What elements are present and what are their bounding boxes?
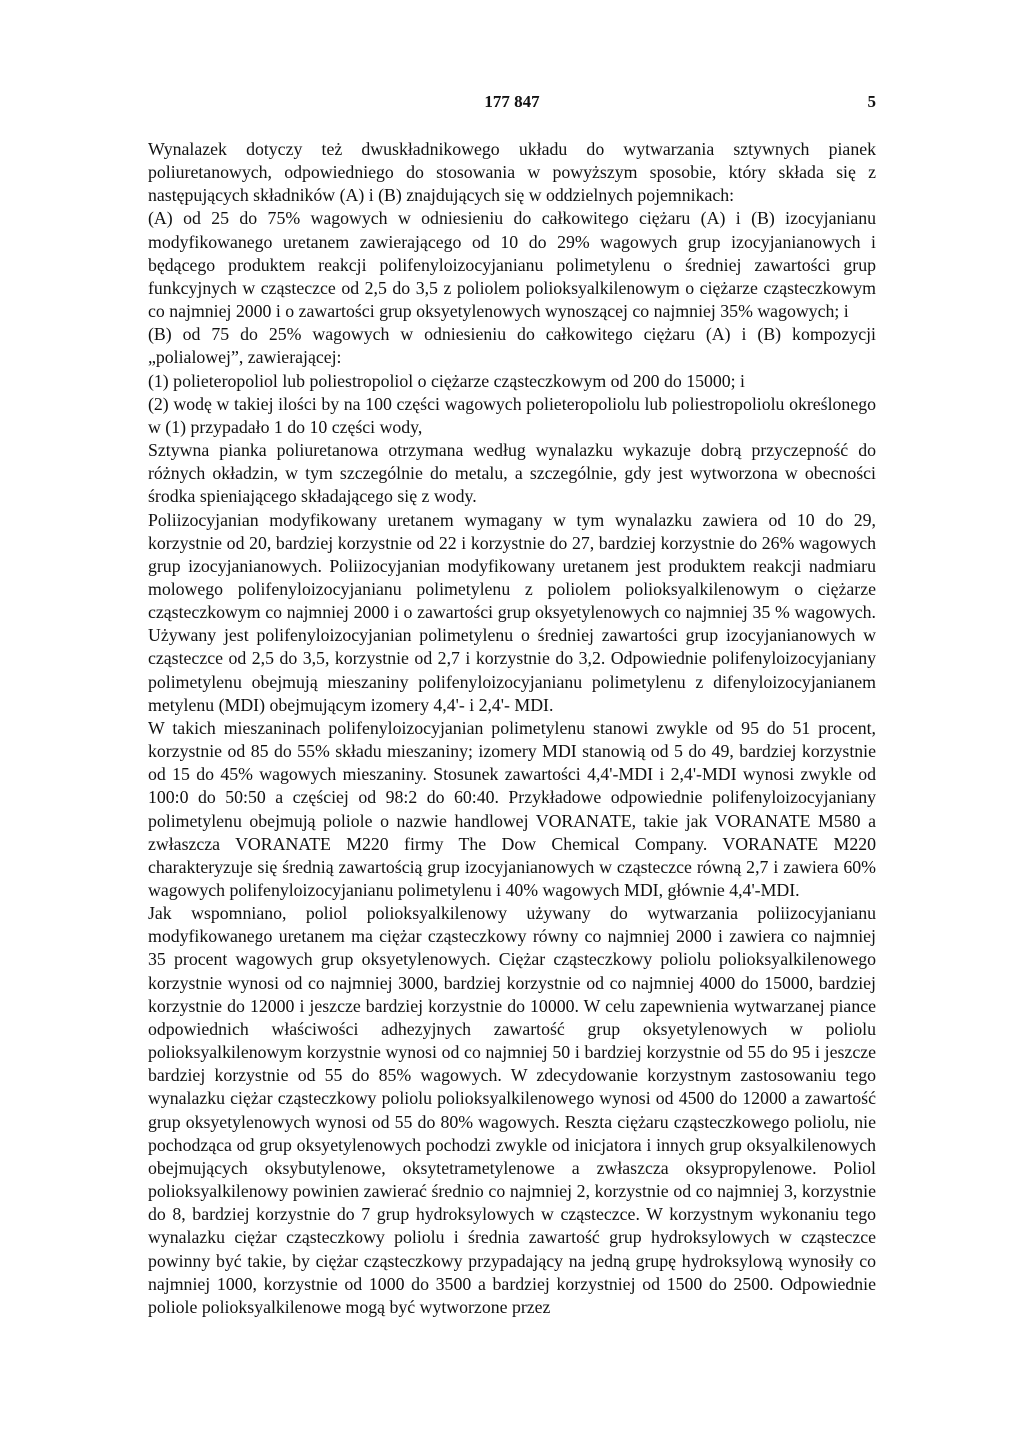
page-body [148,138,876,1319]
page-number: 5 [867,92,876,111]
paragraph-polyisocyanate: Poliizocyjanian modyfikowany uretanem wymagany w tym wynalazku zawiera od 10 do 29, korzystnie od 20, bardziej korzystnie od 22 i korzystnie do 27, bardziej korzystnie do 26% wagowych grup izocyjanianowych. Poliizocyjanian modyfikowany uretanem jest produktem reakcji nadmiaru molowego polifenyloizocyjanianu polimetylenu z poliolem polioksyalkilenowym o ciężarze cząsteczkowym co najmniej 2000 i o zawartości grup oksyetylenowych co najmniej 35 % wagowych. Używany jest polifenyloizocyjanian polimetylenu o średniej zawartości grup izocyjanianowych w cząsteczce od 2,5 do 3,5, korzystnie od 2,7 i korzystnie do 3,2. Odpowiednie polifenyloizocyjaniany polimetylenu obejmują mieszaniny polifenyloizocyjanianu polimetylenu z difenyloizocyjanianem metylenu (MDI) obejmującym izomery 4,4'- i 2,4'- MDI. [148,509,876,715]
document-number: 177 847 [484,92,540,111]
paragraph-item-2: (2) wodę w takiej ilości by na 100 części wagowych polieteropoliolu lub poliestropoliolu określonego w (1) przypadało 1 do 10 części wody, [148,393,876,437]
paragraph-component-b: (B) od 75 do 25% wagowych w odniesieniu do całkowitego ciężaru (A) i (B) kompozycji „polialowej”, zawierającej: [148,324,876,368]
paragraph-polyol: Jak wspomniano, poliol polioksyalkilenowy używany do wytwarzania poliizocyjanianu modyfikowanego uretanem ma ciężar cząsteczkowy równy co najmniej 2000 i zawiera co najmniej 35 procent wagowych grup oksyetylenowych. Ciężar cząsteczkowy poliolu polioksyalkilenowego korzystnie wynosi od co najmniej 3000, bardziej korzystnie od co najmniej 4000 do 15000, bardziej korzystnie do 12000 i jeszcze bardziej korzystnie do 10000. W celu zapewnienia wytwarzanej piance odpowiednich właściwości adhezyjnych zawartość grup oksyetylenowych w poliolu polioksyalkilenowym korzystnie wynosi od co najmniej 50 i bardziej korzystnie od 55 do 95 i jeszcze bardziej korzystnie od 55 do 85% wagowych. W zdecydowanie korzystnym zastosowaniu tego wynalazku ciężar cząsteczkowy poliolu polioksyalkilenowego wynosi od 4500 do 12000 a zawartość grup oksyetylenowych wynosi od 55 do 80% wagowych. Reszta ciężaru cząsteczkowego poliolu, nie pochodząca od grup oksyetylenowych pochodzi zwykle od inicjatora i innych grup oksyalkilenowych obejmujących oksybutylenowe, oksytetrametylenowe a zwłaszcza oksypropylenowe. Poliol polioksyalkilenowy powinien zawierać średnio co najmniej 2, korzystnie od co najmniej 3, korzystnie do 8, bardziej korzystnie do 7 grup hydroksylowych w cząsteczce. W korzystnym wykonaniu tego wynalazku ciężar cząsteczkowy poliolu i średnia zawartość grup hydroksylowych w cząsteczce powinny być takie, by ciężar cząsteczkowy przypadający na jedną grupę hydroksylową wynosiły co najmniej 1000, korzystnie od 1000 do 3500 a bardziej korzystniej od 1500 do 2500. Odpowiednie poliole polioksyalkilenowe mogą być wytworzone przez [148,903,876,1317]
paragraph-item-1: (1) polieteropoliol lub poliestropoliol o ciężarze cząsteczkowym od 200 do 15000; i [148,370,745,391]
page-header [148,92,876,114]
paragraph-intro: Wynalazek dotyczy też dwuskładnikowego układu do wytwarzania sztywnych pianek poliuretanowych, odpowiedniego do stosowania w powyższym sposobie, który składa się z następujących składników (A) i (B) znajdujących się w oddzielnych pojemnikach: [148,139,876,206]
paragraph-component-a: (A) od 25 do 75% wagowych w odniesieniu do całkowitego ciężaru (A) i (B) izocyjanianu modyfikowanego uretanem zawierającego od 10 do 29% wagowych grup izocyjanianowych i będącego produktem reakcji polifenyloizocyjanianu polimetylenu o średniej zawartości grup funkcyjnych w cząsteczce od 2,5 do 3,5 z poliolem polioksyalkilenowym o ciężarze cząsteczkowym co najmniej 2000 i o zawartości grup oksyetylenowych wynoszącej co najmniej 35% wagowych; i [148,208,876,322]
paragraph-adhesion: Sztywna pianka poliuretanowa otrzymana według wynalazku wykazuje dobrą przyczepność do różnych okładzin, w tym szczególnie do metalu, a szczególnie, gdy jest wytworzona w obecności środka spieniającego składającego się z wody. [148,440,876,507]
paragraph-mixtures: W takich mieszaninach polifenyloizocyjanian polimetylenu stanowi zwykle od 95 do 51 procent, korzystnie od 85 do 55% składu mieszaniny; izomery MDI stanowią od 5 do 49, bardziej korzystnie od 15 do 45% wagowych mieszaniny. Stosunek zawartości 4,4'-MDI i 2,4'-MDI wynosi zwykle od 100:0 do 50:50 a częściej od 98:2 do 60:40. Przykładowe odpowiednie polifenyloizocyjaniany polimetylenu obejmują poliole o nazwie handlowej VORANATE, takie jak VORANATE M580 a zwłaszcza VORANATE M220 firmy The Dow Chemical Company. VORANATE M220 charakteryzuje się średnią zawartością grup izocyjanianowych w cząsteczce równą 2,7 i zawiera 60% wagowych polifenyloizocyjanianu polimetylenu i 40% wagowych MDI, głównie 4,4'-MDI. [148,717,876,900]
